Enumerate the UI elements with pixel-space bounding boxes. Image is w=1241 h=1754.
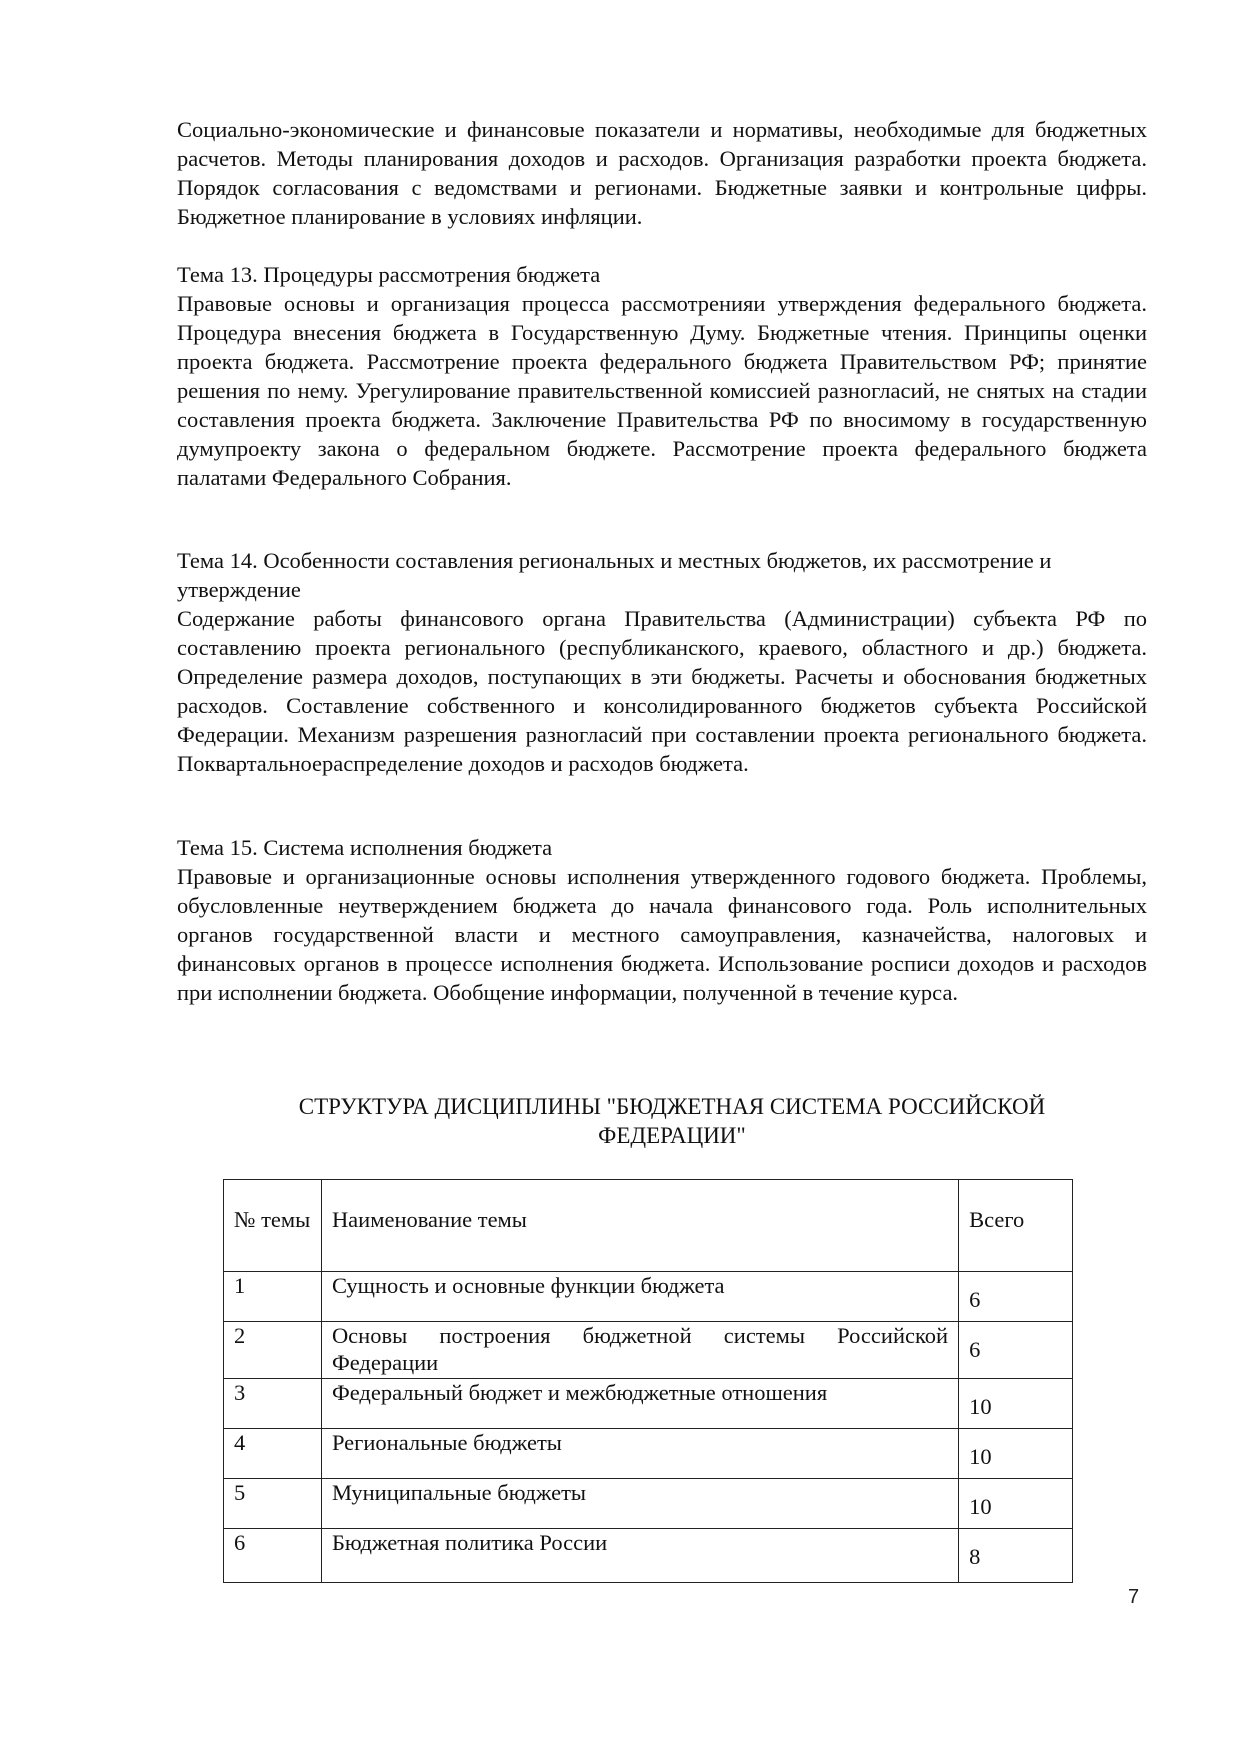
row-total — [959, 1322, 1073, 1379]
row-total — [959, 1379, 1073, 1429]
header-total: Всего — [959, 1180, 1073, 1272]
row-topic-name: Основы построения бюджетной системы Российской Федерации — [321, 1322, 958, 1379]
intro-paragraph: Социально-экономические и финансовые показатели и нормативы, необходимые для бюджетных расчетов. Методы планирования доходов и расходов. Организация разработки проекта бюджета. Порядок согласования с ведомствами и регионами. Бюджетные заявки и контрольные цифры. Бюджетное планирование в условиях инфляции. — [177, 117, 1147, 229]
table-row — [224, 1322, 1073, 1379]
row-number: 1 — [224, 1272, 322, 1322]
row-number: 6 — [224, 1529, 322, 1583]
table-row — [224, 1479, 1073, 1529]
row-total — [959, 1529, 1073, 1583]
table-row — [224, 1529, 1073, 1583]
topic-15-section — [177, 833, 1147, 1007]
topic-14-body: Содержание работы финансового органа Правительства (Администрации) субъекта РФ по составлению проекта регионального (республиканского, краевого, областного и др.) бюджета. Определение размера доходов, поступающих в эти бюджеты. Расчеты и обоснования бюджетных расходов. Составление собственного и консолидированного бюджетов субъекта Российской Федерации. Механизм разрешения разногласий при составлении проекта регионального бюджета. Поквартальноераспределение доходов и расходов бюджета. — [177, 606, 1147, 776]
table-row — [224, 1429, 1073, 1479]
row-total-value: 6 — [969, 1337, 981, 1362]
structure-title-line-1: СТРУКТУРА ДИСЦИПЛИНЫ "БЮДЖЕТНАЯ СИСТЕМА РОССИЙСКОЙ — [298, 1094, 1046, 1119]
row-total-value: 6 — [969, 1287, 981, 1312]
row-number: 3 — [224, 1379, 322, 1429]
row-total — [959, 1479, 1073, 1529]
topic-15-heading: Тема 15. Система исполнения бюджета — [177, 835, 553, 860]
row-topic-name: Федеральный бюджет и межбюджетные отношения — [321, 1379, 958, 1429]
row-topic-name: Региональные бюджеты — [321, 1429, 958, 1479]
row-topic-name: Муниципальные бюджеты — [321, 1479, 958, 1529]
page-number: 7 — [1128, 1586, 1140, 1608]
table-row — [224, 1379, 1073, 1429]
structure-title-line-2: ФЕДЕРАЦИИ" — [598, 1123, 746, 1148]
structure-title — [177, 1092, 1147, 1150]
topic-13-section — [177, 260, 1147, 492]
topic-14-section — [177, 546, 1147, 778]
table-row — [224, 1272, 1073, 1322]
topic-13-heading: Тема 13. Процедуры рассмотрения бюджета — [177, 262, 601, 287]
intro-section — [177, 115, 1147, 231]
row-topic-name: Бюджетная политика России — [321, 1529, 958, 1583]
row-total-value: 10 — [969, 1494, 992, 1519]
row-total-value: 10 — [969, 1394, 992, 1419]
row-total-value: 10 — [969, 1444, 992, 1469]
topic-13-body: Правовые основы и организация процесса рассмотренияи утверждения федерального бюджета. Процедура внесения бюджета в Государственную Думу. Бюджетные чтения. Принципы оценки проекта бюджета. Рассмотрение проекта федерального бюджета Правительством РФ; принятие решения по нему. Урегулирование правительственной комиссией разногласий, не снятых на стадии составления проекта бюджета. Заключение Правительства РФ по вносимому в государственную думупроекту закона о федеральном бюджете. Рассмотрение проекта федерального бюджета палатами Федерального Собрания. — [177, 291, 1147, 490]
row-total — [959, 1429, 1073, 1479]
row-total — [959, 1272, 1073, 1322]
row-number: 2 — [224, 1322, 322, 1379]
structure-table — [223, 1179, 1073, 1583]
row-topic-name: Сущность и основные функции бюджета — [321, 1272, 958, 1322]
row-number: 4 — [224, 1429, 322, 1479]
topic-15-body: Правовые и организационные основы исполнения утвержденного годового бюджета. Проблемы, обусловленные неутверждением бюджета до начала финансового года. Роль исполнительных органов государственной власти и местного самоуправления, казначейства, налоговых и финансовых органов в процессе исполнения бюджета. Использование росписи доходов и расходов при исполнении бюджета. Обобщение информации, полученной в течение курса. — [177, 864, 1147, 1005]
header-topic-number: № темы — [224, 1180, 322, 1272]
topic-14-heading: Тема 14. Особенности составления региональных и местных бюджетов, их рассмотрение и утверждение — [177, 548, 1052, 602]
table-header-row — [224, 1180, 1073, 1272]
row-number: 5 — [224, 1479, 322, 1529]
row-total-value: 8 — [969, 1544, 981, 1569]
header-topic-name: Наименование темы — [321, 1180, 958, 1272]
